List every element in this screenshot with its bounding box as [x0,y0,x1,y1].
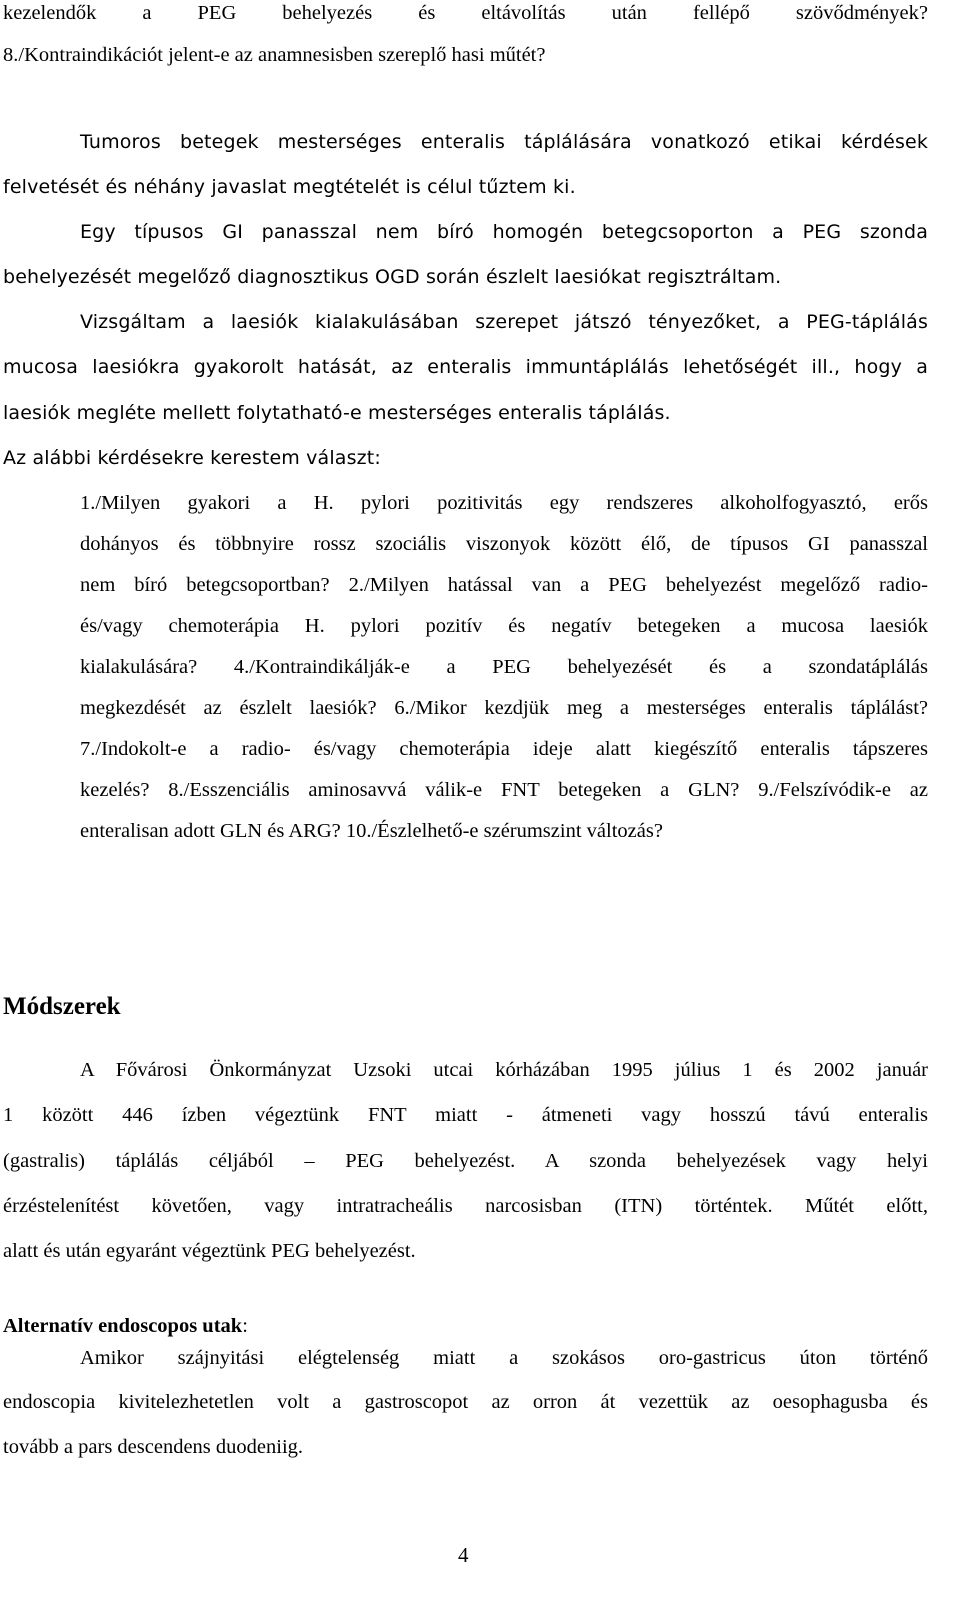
text-line: 1 között 446 ízben végeztünk FNT miatt - átmeneti vagy hosszú távú enteralis [3,1104,928,1126]
text-line: érzéstelenítést követően, vagy intratracheális narcosisban (ITN) történtek. Műtét előtt, [3,1195,928,1217]
text-line: behelyezését megelőző diagnosztikus OGD során észlelt laesiókat regisztráltam. [3,266,782,288]
text-line: Az alábbi kérdésekre kerestem választ: [3,447,381,469]
text-line: (gastralis) táplálás céljából – PEG behelyezést. A szonda behelyezések vagy helyi [3,1150,928,1172]
text-line: Vizsgáltam a laesiók kialakulásában szerepet játszó tényezőket, a PEG-táplálás [80,311,928,333]
text-line: alatt és után egyaránt végeztünk PEG behelyezést. [3,1240,416,1262]
text-line: tovább a pars descendens duodeniig. [3,1436,304,1458]
text-line: A Fővárosi Önkormányzat Uzsoki utcai kórházában 1995 július 1 és 2002 január [80,1059,928,1081]
text-line: kezelendők a PEG behelyezés és eltávolítás után fellépő szövődmények? [3,2,928,24]
text-line: mucosa laesiókra gyakorolt hatását, az enteralis immuntáplálás lehetőségét ill., hogy a [3,356,928,378]
text-line: laesiók megléte mellett folytatható-e mesterséges enteralis táplálás. [3,402,671,424]
text-line: kialakulására? 4./Kontraindikálják-e a PEG behelyezését és a szondatáplálás [80,656,928,678]
text-line: megkezdését az észlelt laesiók? 6./Mikor kezdjük meg a mesterséges enteralis táplálást? [80,697,928,719]
text-line: nem bíró betegcsoportban? 2./Milyen hatással van a PEG behelyezést megelőző radio- [80,574,928,596]
subsection-heading-text: Alternatív endoscopos utak [3,1315,243,1337]
text-line: dohányos és többnyire rossz szociális viszonyok között élő, de típusos GI panasszal [80,533,928,555]
text-line: kezelés? 8./Esszenciális aminosavvá válik-e FNT betegeken a GLN? 9./Felszívódik-e az [80,779,928,801]
text-line: Egy típusos GI panasszal nem bíró homogén betegcsoporton a PEG szonda [80,221,928,243]
text-line: 1./Milyen gyakori a H. pylori pozitivitás egy rendszeres alkoholfogyasztó, erős [80,492,928,514]
page-number: 4 [458,1543,469,1567]
text-line: enteralisan adott GLN és ARG? 10./Észlelhető-e szérumszint változás? [80,820,663,842]
text-line: felvetését és néhány javaslat megtételét is célul tűztem ki. [3,176,576,198]
text-line: 7./Indokolt-e a radio- és/vagy chemoterápia ideje alatt kiegészítő enteralis tápszeres [80,738,928,760]
text-line: 8./Kontraindikációt jelent-e az anamnesisben szereplő hasi műtét? [3,44,546,66]
text-line: Amikor szájnyitási elégtelenség miatt a szokásos oro-gastricus úton történő [80,1347,928,1369]
section-heading: Módszerek [3,993,121,1020]
subsection-heading [3,1315,248,1338]
text-line: és/vagy chemoterápia H. pylori pozitív és negatív betegeken a mucosa laesiók [80,615,928,637]
text-line: endoscopia kivitelezhetetlen volt a gastroscopot az orron át vezettük az oesophagusba és [3,1391,928,1413]
subsection-heading-colon: : [242,1315,248,1337]
text-line: Tumoros betegek mesterséges enteralis táplálására vonatkozó etikai kérdések [80,131,928,153]
